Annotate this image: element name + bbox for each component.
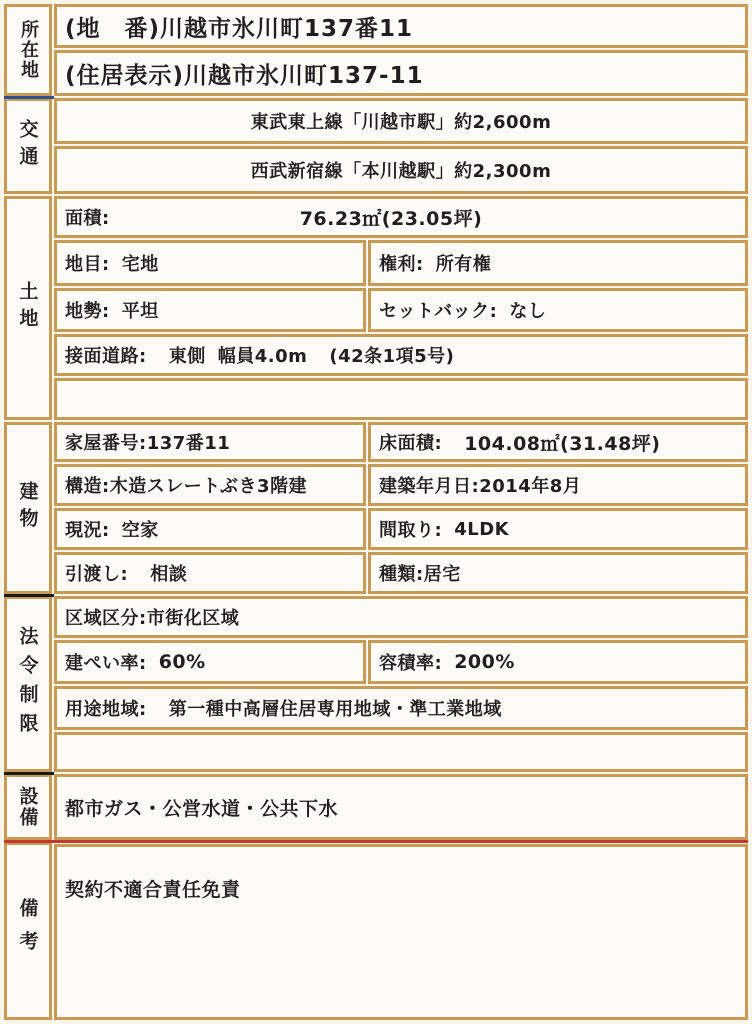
land-road-note: (42条1項5号) <box>329 346 455 367</box>
facility-cell <box>54 774 748 840</box>
building-floor-value: 104.08㎡(31.48坪) <box>464 432 661 455</box>
law-zone-label: 用途地域: <box>65 699 147 720</box>
land-chisei-cell <box>54 288 366 332</box>
accent-bar-red <box>4 840 748 843</box>
label-building-text: 建物 <box>16 481 39 535</box>
law-district-label: 区域区分: <box>65 608 147 629</box>
label-law <box>4 596 52 772</box>
law-district-cell <box>54 596 748 638</box>
land-chimoku-label: 地目: <box>65 254 110 275</box>
label-remarks <box>4 842 52 1020</box>
building-kaoku-cell <box>54 422 366 462</box>
label-land-text: 土地 <box>16 281 39 335</box>
label-transport-text: 交通 <box>16 119 39 173</box>
building-kind-cell <box>368 552 748 594</box>
location-jukyo: (住居表示)川越市氷川町137-11 <box>65 62 424 89</box>
land-road-side: 東側 <box>168 346 206 367</box>
label-transport <box>4 98 52 194</box>
land-chimoku-cell <box>54 240 366 286</box>
transport-line2: 西武新宿線「本川越駅」約2,300m <box>250 161 552 182</box>
building-kaoku-label: 家屋番号: <box>65 433 147 454</box>
building-built-cell <box>368 464 748 506</box>
land-setback-cell <box>368 288 748 332</box>
land-setback-label: セットバック: <box>379 301 498 322</box>
building-kind-label: 種類: <box>379 564 424 585</box>
law-zone-value: 第一種中高層住居専用地域・準工業地域 <box>168 699 502 720</box>
building-madori-label: 間取り: <box>379 520 443 541</box>
land-kenri-cell <box>368 240 748 286</box>
land-road-width: 幅員4.0m <box>217 346 308 367</box>
building-floor-cell <box>368 422 748 462</box>
label-remarks-text: 備考 <box>16 898 39 964</box>
location-jukyo-cell <box>54 50 748 96</box>
label-land <box>4 196 52 420</box>
label-location-text: 所在地 <box>18 20 39 80</box>
building-kind-value: 居宅 <box>423 564 461 585</box>
remarks-cell <box>54 844 748 1020</box>
law-far-label: 容積率: <box>379 653 443 674</box>
building-madori-value: 4LDK <box>454 518 510 540</box>
label-building <box>4 422 52 594</box>
transport-line2-cell <box>54 146 748 194</box>
land-kenri-value: 所有権 <box>435 254 492 275</box>
land-setback-value: なし <box>509 301 547 322</box>
building-kaoku-value: 137番11 <box>146 433 231 454</box>
building-status-cell <box>54 508 366 550</box>
location-chiban-cell <box>54 4 748 48</box>
building-handover-label: 引渡し: <box>65 564 129 585</box>
remarks-value: 契約不適合責任免責 <box>65 879 241 901</box>
building-structure-cell <box>54 464 366 506</box>
land-road-label: 接面道路: <box>65 346 147 367</box>
land-area-label: 面積: <box>65 208 110 229</box>
law-coverage-label: 建ぺい率: <box>65 653 147 674</box>
land-empty-cell <box>54 378 748 420</box>
law-empty-cell <box>54 732 748 772</box>
law-far-value: 200% <box>454 651 515 673</box>
accent-bar-black-facility <box>4 772 54 775</box>
law-coverage-cell <box>54 640 366 684</box>
building-madori-cell <box>368 508 748 550</box>
label-facility-text: 設備 <box>16 786 39 828</box>
building-handover-cell <box>54 552 366 594</box>
law-zone-cell <box>54 686 748 730</box>
land-chimoku-value: 宅地 <box>121 254 159 275</box>
law-coverage-value: 60% <box>158 651 206 673</box>
building-built-label: 建築年月日: <box>379 476 480 497</box>
label-facility <box>4 774 52 840</box>
accent-bar-blue <box>4 96 54 99</box>
building-status-value: 空家 <box>121 520 159 541</box>
land-chisei-label: 地勢: <box>65 301 110 322</box>
law-far-cell <box>368 640 748 684</box>
label-law-text: 法令制限 <box>16 626 39 742</box>
accent-bar-black-law <box>4 594 54 597</box>
label-location <box>4 4 52 96</box>
transport-line1-cell <box>54 98 748 144</box>
facility-value: 都市ガス・公営水道・公共下水 <box>65 797 339 820</box>
land-kenri-label: 権利: <box>379 254 424 275</box>
transport-line1: 東武東上線「川越市駅」約2,600m <box>250 112 552 133</box>
building-floor-label: 床面積: <box>379 433 443 454</box>
building-status-label: 現況: <box>65 520 110 541</box>
building-handover-value: 相談 <box>150 564 188 585</box>
land-chisei-value: 平坦 <box>121 301 159 322</box>
land-area-cell <box>54 196 748 238</box>
building-built-value: 2014年8月 <box>479 476 582 497</box>
land-road-cell <box>54 334 748 376</box>
land-area-value: 76.23㎡(23.05坪) <box>299 207 483 230</box>
law-district-value: 市街化区域 <box>146 608 240 629</box>
building-structure: 構造:木造スレートぶき3階建 <box>65 476 308 497</box>
location-chiban: (地 番)川越市氷川町137番11 <box>65 15 414 42</box>
